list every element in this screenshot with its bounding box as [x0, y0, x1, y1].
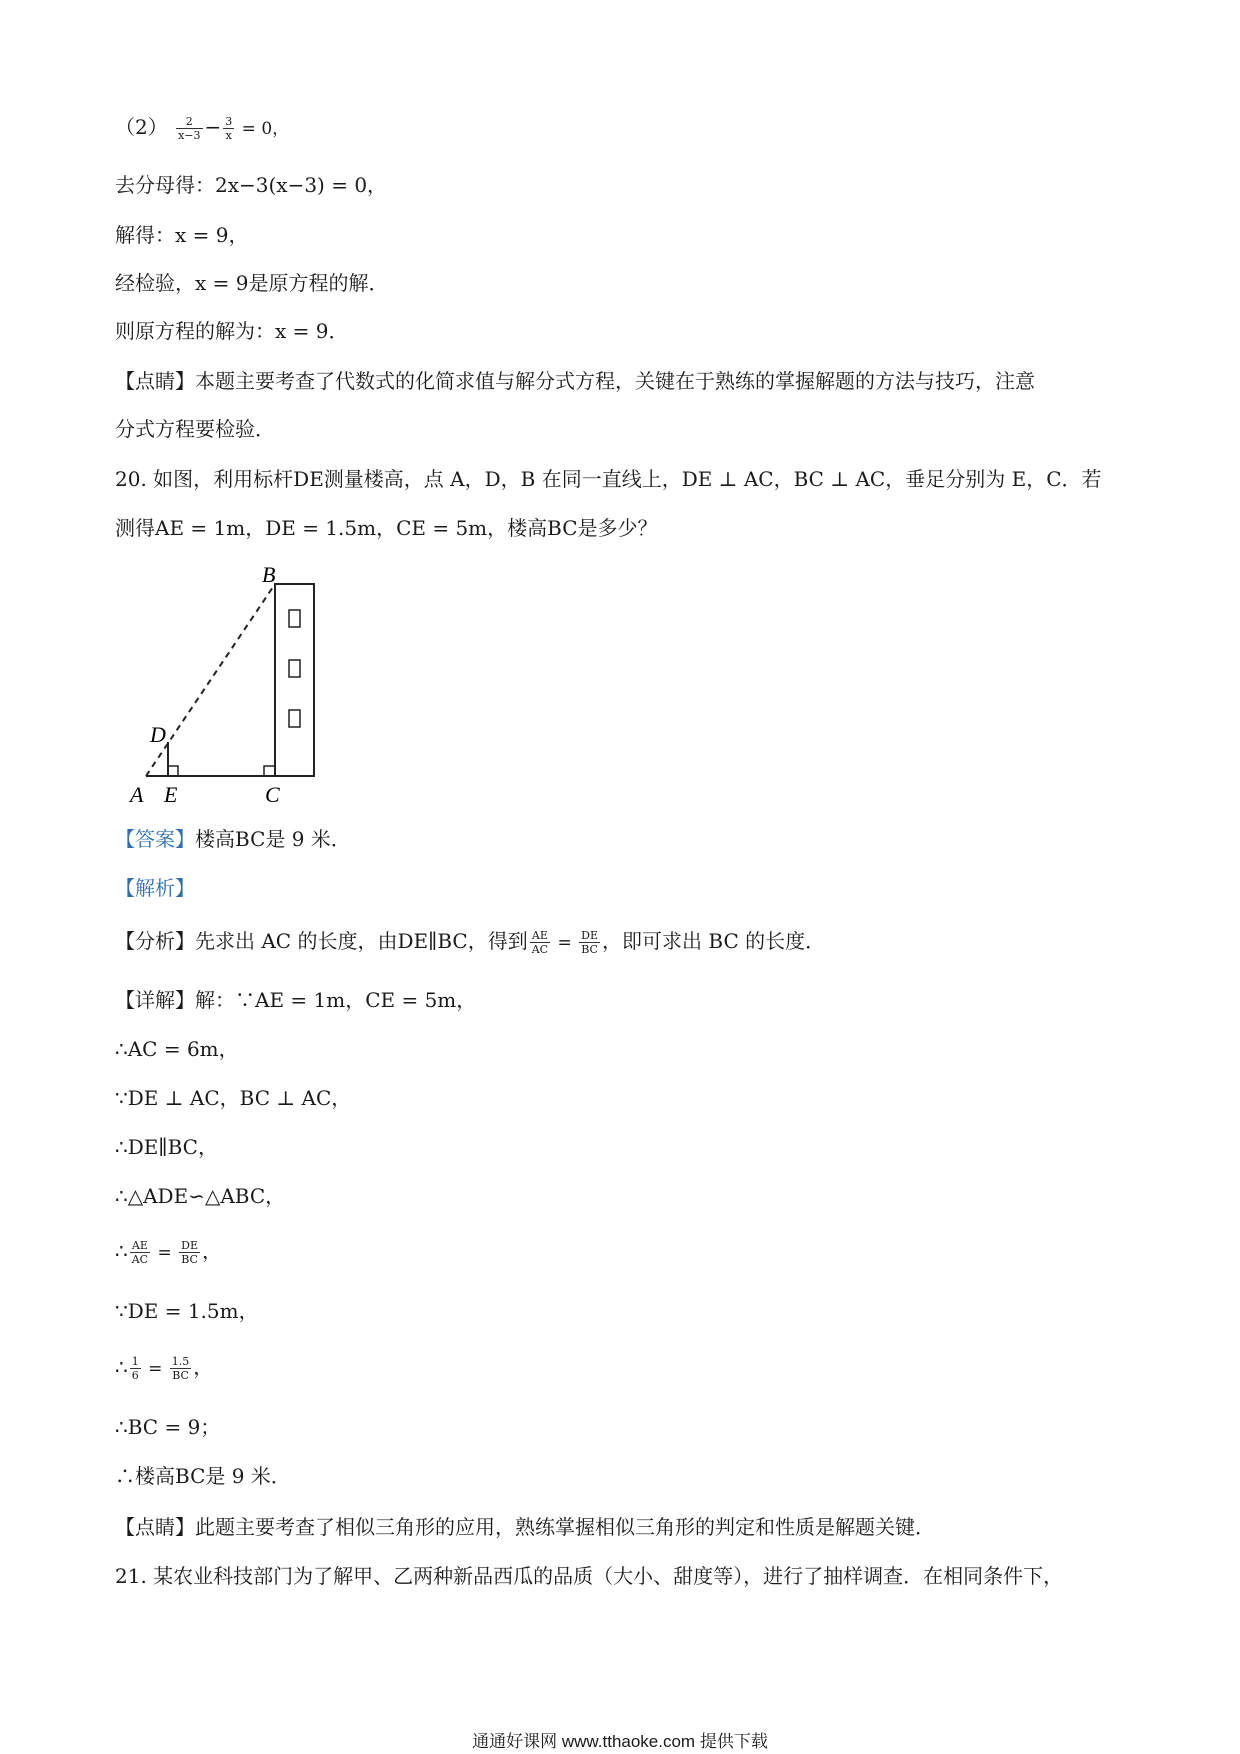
window	[289, 710, 300, 727]
detail-line: ∵DE = 1.5m，	[115, 1299, 259, 1323]
fraction: $\frac{DE}{BC}$	[581, 929, 599, 956]
eq-line-2: （2） $\frac{2}{x-3}$ − $\frac{3}{x}$ = 0，	[115, 115, 290, 142]
detail-line: ∴BC = 9；	[115, 1415, 221, 1439]
label-c: C	[265, 782, 280, 807]
footer-watermark: 通通好课网 www.tthaoke.com 提供下载	[472, 1732, 768, 1751]
label-a: A	[130, 782, 144, 807]
answer-line	[115, 824, 351, 854]
right-angle-mark-c	[264, 766, 275, 776]
fraction: $\frac{1.5}{BC}$	[171, 1355, 190, 1382]
sight-line	[146, 584, 275, 776]
detail-line: ∴△ADE∽△ABC，	[115, 1184, 286, 1208]
detail-line: ∴ $\frac{1}{6}$ = $\frac{1.5}{BC}$ ，	[115, 1355, 214, 1382]
remark-line: 【点睛】此题主要考查了相似三角形的应用，熟练掌握相似三角形的判定和性质是解题关键．	[115, 1515, 935, 1539]
label-b: B	[262, 562, 276, 587]
text-line: 经检验，x = 9是原方程的解．	[115, 271, 389, 295]
detail-line: ∴楼高BC是 9 米．	[115, 1464, 291, 1488]
detail-line: ∵DE ⊥ AC，BC ⊥ AC，	[115, 1086, 352, 1110]
fraction: $\frac{1}{6}$	[131, 1355, 139, 1382]
fraction: $\frac{AE}{AC}$	[131, 1239, 149, 1266]
remark-line: 【点睛】本题主要考查了代数式的化简求值与解分式方程，关键在于熟练的掌握解题的方法与技巧，注意	[115, 369, 1035, 393]
text-line: 则原方程的解为：x = 9．	[115, 319, 349, 343]
remark-line: 分式方程要检验．	[115, 417, 275, 441]
right-angle-mark-e	[168, 766, 178, 776]
fraction: $\frac{AE}{AC}$	[531, 929, 549, 956]
fraction: $\frac{3}{x}$	[225, 115, 233, 142]
answer-label: 【答案】	[115, 827, 195, 851]
building-figure	[128, 562, 368, 807]
text-line: 解得：x = 9，	[115, 223, 249, 247]
analysis-label: 【解析】	[115, 876, 195, 900]
fenxi-line: 【分析】先求出 AC 的长度，由DE∥BC，得到 $\frac{AE}{AC}$ = $\frac{DE}{BC}$ ，即可求出 BC 的长度．	[115, 929, 826, 956]
detail-line: ∴ $\frac{AE}{AC}$ = $\frac{DE}{BC}$ ，	[115, 1239, 223, 1266]
question-20-line-2: 测得AE = 1m，DE = 1.5m，CE = 5m，楼高BC是多少？	[115, 516, 658, 540]
label-d: D	[150, 722, 166, 747]
label-e: E	[164, 782, 178, 807]
fraction: $\frac{2}{x-3}$	[178, 115, 201, 142]
text-line: 去分母得：2x−3(x−3) = 0，	[115, 173, 388, 197]
question-20-line-1: 20. 如图，利用标杆DE测量楼高，点 A，D，B 在同一直线上，DE ⊥ AC，BC ⊥ AC，垂足分别为 E，C．若	[115, 467, 1102, 491]
detail-line: 【详解】解：∵AE = 1m，CE = 5m，	[115, 988, 477, 1012]
detail-line: ∴DE∥BC，	[115, 1135, 218, 1159]
window	[289, 660, 300, 677]
window	[289, 610, 300, 627]
answer-text: 楼高BC是 9 米．	[195, 827, 351, 851]
question-21-line-1: 21. 某农业科技部门为了解甲、乙两种新品西瓜的品质（大小、甜度等），进行了抽样调查．在相同条件下，	[115, 1564, 1064, 1588]
building	[275, 584, 314, 776]
fraction: $\frac{DE}{BC}$	[181, 1239, 199, 1266]
detail-line: ∴AC = 6m，	[115, 1037, 239, 1061]
eq-prefix: （2）	[115, 115, 168, 139]
